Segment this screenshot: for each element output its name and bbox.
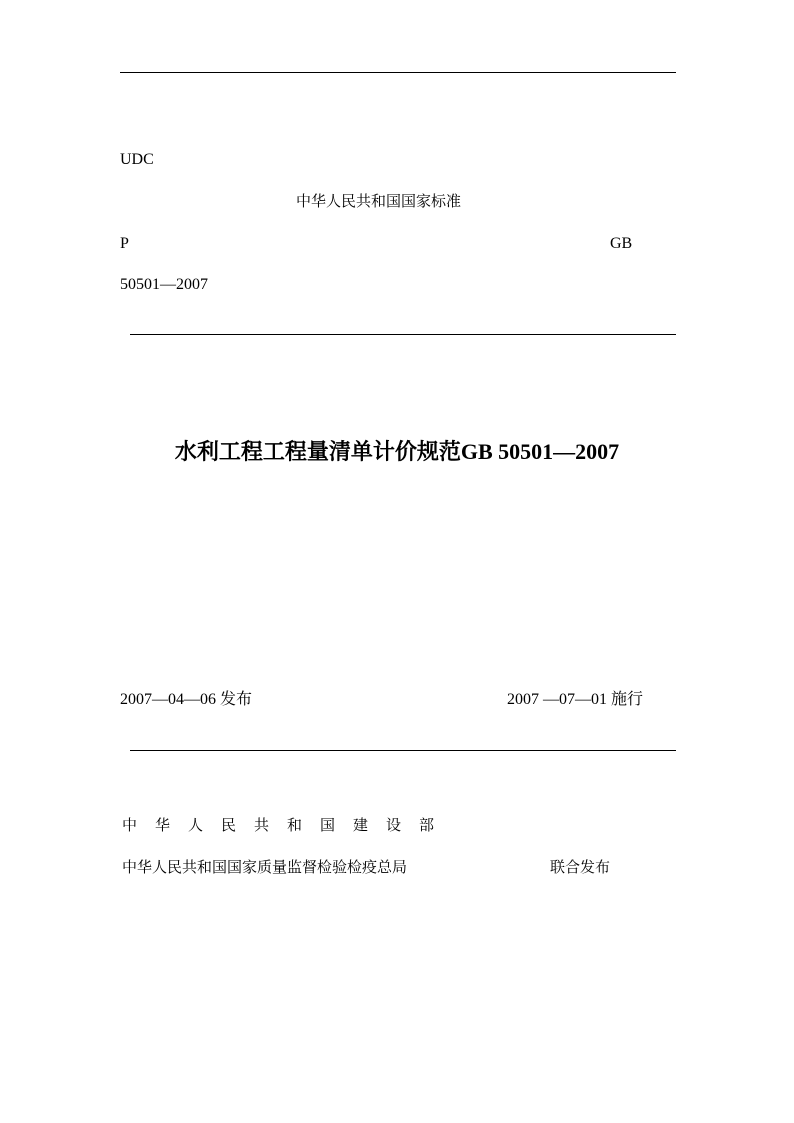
- effective-date: 2007 —07—01 施行: [507, 691, 644, 708]
- gb-label: GB: [610, 235, 633, 252]
- ministry-name: 中华人民共和国建设部: [122, 816, 453, 834]
- header-divider: [130, 334, 676, 335]
- udc-label: UDC: [120, 151, 154, 168]
- administration-name: 中华人民共和国国家质量监督检验检疫总局: [122, 858, 408, 876]
- standard-number: 50501—2007: [120, 276, 208, 293]
- issue-date: 2007—04—06 发布: [120, 691, 253, 708]
- top-rule: [120, 72, 676, 73]
- p-label: P: [120, 235, 129, 252]
- document-title: 水利工程工程量清单计价规范GB 50501—2007: [174, 439, 620, 464]
- dates-divider: [130, 750, 676, 751]
- joint-publish-label: 联合发布: [550, 858, 611, 876]
- standard-type: 中华人民共和国国家标准: [296, 192, 462, 210]
